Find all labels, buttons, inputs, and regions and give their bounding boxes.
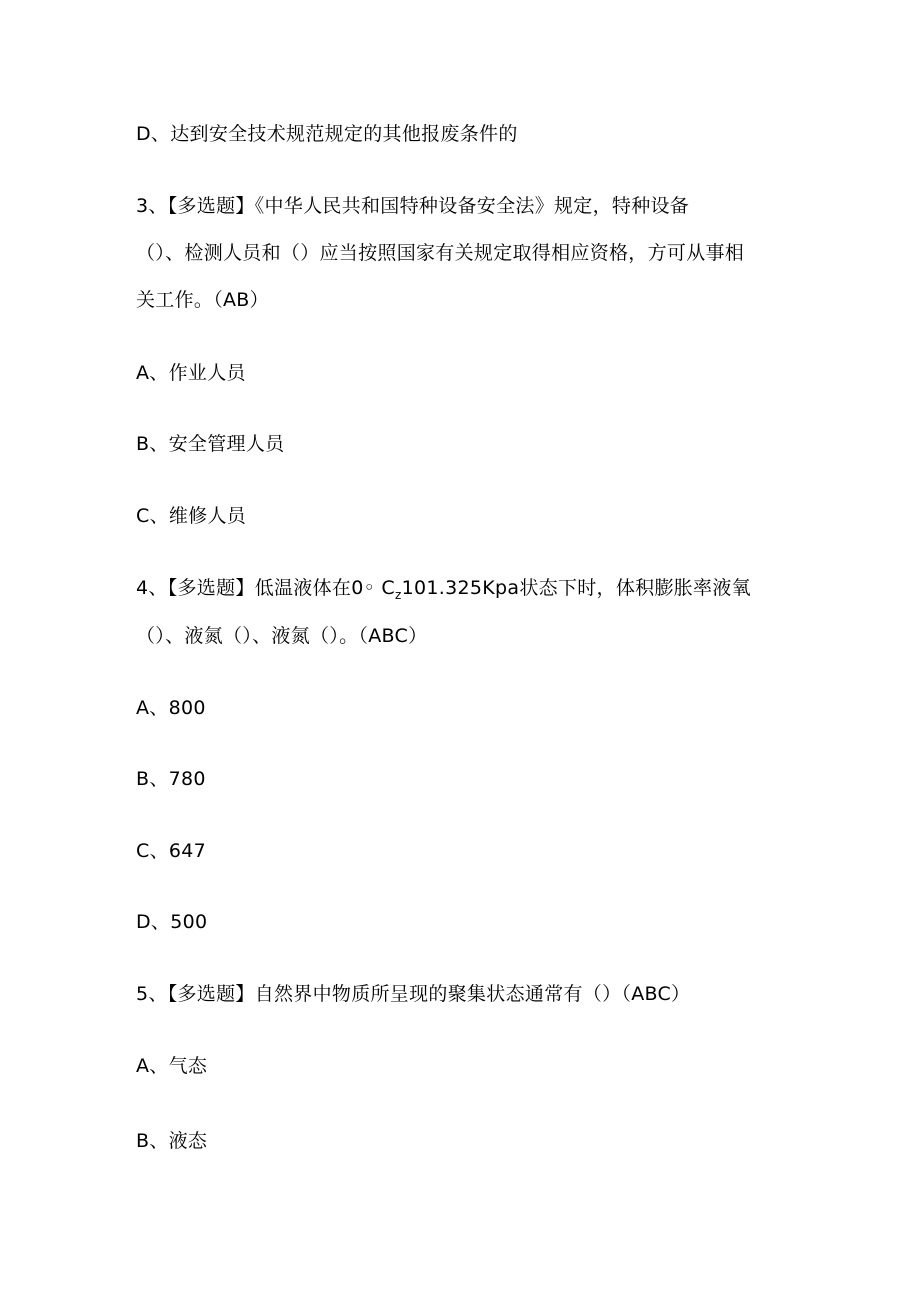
option-d-previous: D、达到安全技术规范规定的其他报废条件的 — [136, 123, 518, 145]
question-5-option-a: A、气态 — [136, 1055, 208, 1077]
question-3-line-1: 3、【多选题】《中华人民共和国特种设备安全法》规定，特种设备 — [136, 195, 690, 217]
question-3-line-2: （）、检测人员和（）应当按照国家有关规定取得相应资格，方可从事相 — [136, 242, 745, 264]
question-3-option-a: A、作业人员 — [136, 362, 246, 384]
question-4-subscript: z — [395, 588, 402, 602]
question-4-line-1-start: 4、【多选题】低温液体在0◦ C — [136, 577, 395, 599]
question-4-line-1-end: 101.325Kpa状态下时，体积膨胀率液氧 — [401, 577, 751, 599]
question-3-option-b: B、安全管理人员 — [136, 433, 285, 455]
question-4-line-1 — [136, 576, 751, 602]
question-4-option-c: C、647 — [136, 840, 207, 862]
question-5-option-b: B、液态 — [136, 1130, 208, 1152]
question-3-line-3: 关工作。（AB） — [136, 289, 269, 311]
question-4-option-b: B、780 — [136, 768, 206, 790]
question-4-option-d: D、500 — [136, 911, 208, 933]
question-4-line-2: （）、液氮（）、液氮（）。（ABC） — [136, 625, 428, 647]
question-4-option-a: A、800 — [136, 697, 206, 719]
question-3-option-c: C、维修人员 — [136, 505, 247, 527]
question-5-line-1: 5、【多选题】自然界中物质所呈现的聚集状态通常有（）（ABC） — [136, 983, 691, 1005]
